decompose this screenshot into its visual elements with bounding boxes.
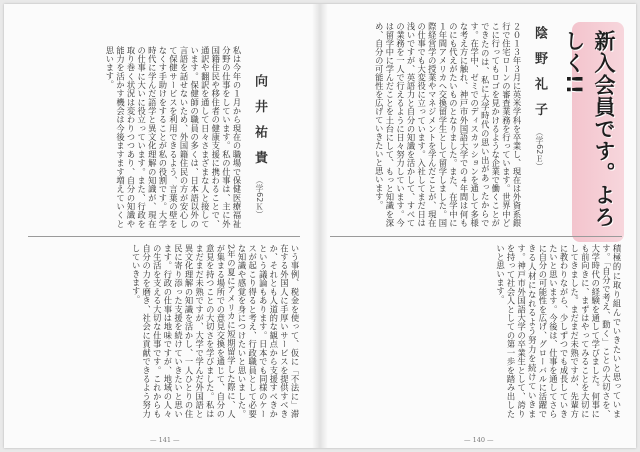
page-number-left: — 141 — <box>150 436 180 444</box>
profile-name-1 <box>530 26 549 236</box>
page-gutter <box>312 4 328 448</box>
profile-name-2-text: 向 井 祐 貴 <box>252 74 267 168</box>
welcome-banner-title: 新入会員です。よろしく!! <box>562 30 616 228</box>
left-page-divider <box>28 236 300 237</box>
profile-body-1-continued: 積極的に取り組んでいきたいと思っています。「自分で考え、動く」ことの大切さを、大学時代の経験を通して学びました。何事にも前向きに、まずはやってみることを大切にしてきました。まだまだ未熟ですが、先輩方に教わりながら、少しずつでも成長していきたいと思います。今後は、仕事を通してさらに自分の可能性を広げ、グローバルに活躍できる人材になれるよう努力を続けていきます。神戸市外国語大学の卒業生として、誇りを持って社会人としての第一歩を踏み出したいと思います。 <box>495 244 622 418</box>
profile-body-2: 私は今年の１月から現在の職場で保健医療福祉分野の仕事をしています。私の仕事は、主に外国籍住民や移住者の健康支援に携わることで、通訳や翻訳を通して日々さまざまな人と接しています。保健師の職員の多くは、日本語以外の言語を話せないため、外国籍住民の方が安心して保健サービスを利用できるよう、言葉の壁をなくす手助けをすることが私の役割です。大学時代に学んだ語学と異文化理解の知識が、現在の仕事に大いに役立っています。また、行政を取り巻く状況は変わりつつあり、自分の知識や能力を活かす機会は今後ますます増えていくと思います。 <box>104 46 242 228</box>
page-number-right: — 140 — <box>464 436 494 444</box>
profile-meta-1: （学62Ｅ） <box>535 128 544 171</box>
profile-name-1-text: 陰 野 礼 子 <box>532 26 547 120</box>
profile-meta-2: （学62Ｋ） <box>255 176 264 219</box>
profile-body-2-continued: いう事例、税金を使って、仮に「不法に」滞在する外国人に手厚いサービスを提供すべきか、それとも人道的な観点から支援すべきかという議論もあります。日本でも同様のケースが起こり得ると考え、行政職員として必要な知識や感覚を身につけたいと思いました。2年の夏にアメリカに短期留学した際に、人が集まる場所での意見交換を通じて、自分の意見を持つことの大切さを学びました。私はまだまだ未熟ですが、大学で学んだ外国語と異文化理解の知識を活かし、一人ひとりの住民に寄り添った支援を続けていきたいと思います。行政の仕事は地味ですが、地域の人々の生活を支える大切な仕事です。これからも自分の力を磨き、社会に貢献できるよう努力していきます。 <box>131 244 300 418</box>
profile-body-1: ２０１３年３月に英米学科を卒業し、現在は外資系銀行で住宅ローンの審査業務を行っています。世界中どこに行ってもロゴを見かけるような企業で働くことができたのは、私に大学時代の思い出があったからです。在学中、ゼミでのディスカッションを通して多様な考え方に触れ、神戸市外国語大学での４年間は何ものにも代えがたいものとなりました。また、在学中に１年間アメリカへ交換留学生として留学しました。国際経営学の授業やマネジメントを学んだことが、現在の仕事でも大変役に立っています。入社してまだ日は浅いですが、英語力と自分の知識を活かして、すべての業務を一人で行えるように日々努力しています。今は留学中に学んだことを土台にして、もっと知識を深め、自分の可能性を広げていきたいと思います。 <box>374 22 522 227</box>
right-page-divider <box>330 236 622 237</box>
